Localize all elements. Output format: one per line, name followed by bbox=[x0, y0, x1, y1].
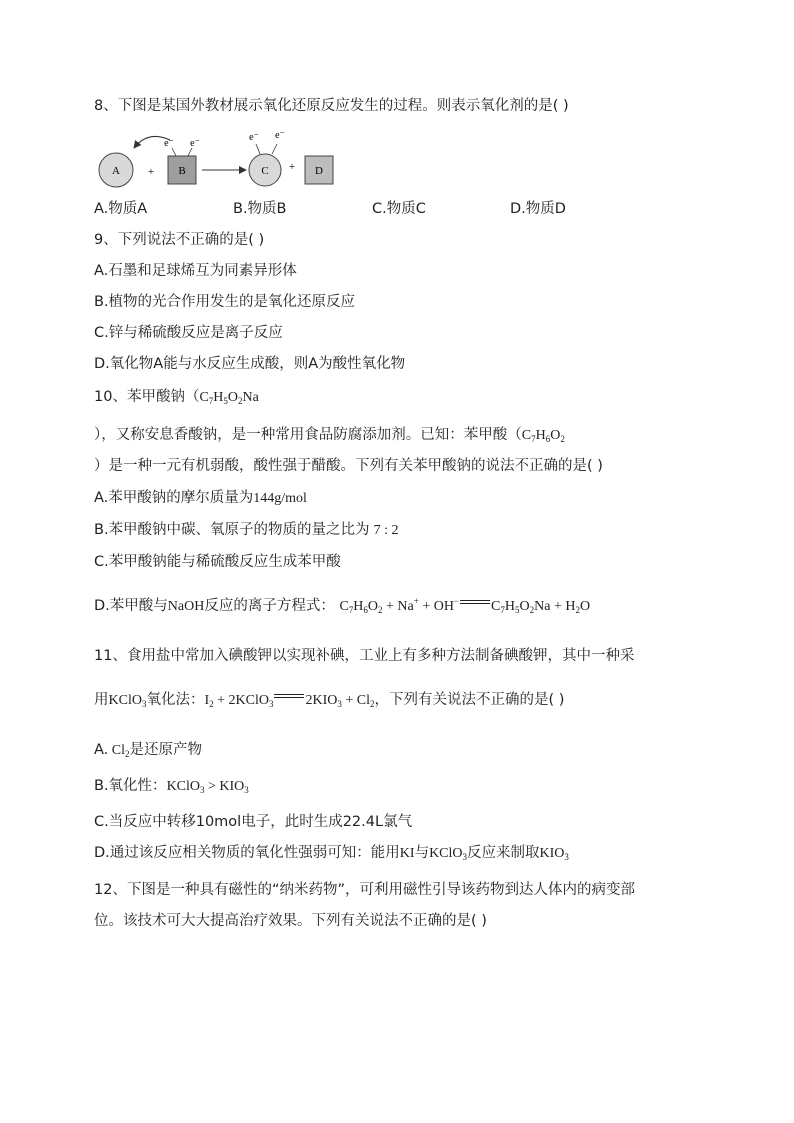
electron-c1: e⁻ bbox=[249, 132, 259, 143]
q10-option-c: C.苯甲酸钠能与稀硫酸反应生成苯甲酸 bbox=[94, 554, 341, 570]
formula-kclo3-d: KClO$_3$ bbox=[429, 846, 468, 862]
species-b-label: B bbox=[178, 165, 186, 177]
formula-sodium-benzoate: $C_7H_5O_2Na$ bbox=[199, 390, 259, 406]
formula-naoh: NaOH bbox=[167, 599, 205, 614]
q11-stem-post: ，下列有关说法不正确的是( ) bbox=[374, 692, 565, 708]
q11-option-b-text: B.氧化性： bbox=[94, 778, 167, 794]
q11-option-d-text2: 反应来制取 bbox=[467, 845, 540, 861]
q10-stem-line2 bbox=[94, 425, 565, 446]
formula-kio3: $KIO_3$ bbox=[539, 846, 569, 862]
q11-option-d bbox=[94, 843, 569, 864]
q8-stem: 8、下图是某国外教材展示氧化还原反应发生的过程。则表示氧化剂的是( ) bbox=[94, 98, 569, 114]
oxidizing-comparison: KClO$_3$ > $KIO_3$ bbox=[166, 779, 249, 795]
formula-cl2: $Cl_2$ bbox=[108, 743, 130, 759]
plus-sign-1: + bbox=[147, 166, 155, 178]
q10-option-d bbox=[94, 596, 590, 617]
q12-stem-line2: 位。该技术可大大提高治疗效果。下列有关说法不正确的是( ) bbox=[94, 913, 487, 929]
q11-option-a-pre: A. bbox=[94, 742, 109, 758]
q11-stem-mid: 氧化法： bbox=[146, 692, 205, 708]
q10-option-a bbox=[94, 488, 307, 509]
q11-stem-line2 bbox=[94, 690, 564, 711]
q9-option-c: C.锌与稀硫酸反应是离子反应 bbox=[94, 325, 283, 341]
q11-stem-pre: 用 bbox=[94, 692, 109, 708]
species-c-label: C bbox=[261, 165, 269, 177]
molar-mass-value: 144g/mol bbox=[253, 491, 307, 506]
q8-option-c: C.物质C bbox=[372, 201, 426, 217]
q10-stem-part2: ），又称安息香酸钠，是一种常用食品防腐添加剂。已知：苯甲酸（ bbox=[94, 427, 522, 443]
q10-option-d-text2: 反应的离子方程式： bbox=[204, 598, 335, 614]
plus-sign-2: + bbox=[288, 161, 296, 173]
electron-c2: e⁻ bbox=[275, 130, 285, 141]
q9-option-b: B.植物的光合作用发生的是氧化还原反应 bbox=[94, 294, 356, 310]
q11-option-d-text: D.通过该反应相关物质的氧化性强弱可知：能用 bbox=[94, 845, 400, 861]
q11-option-c: C.当反应中转移10mol电子，此时生成22.4L氯气 bbox=[94, 814, 413, 830]
q8-option-b: B.物质B bbox=[233, 201, 287, 217]
ratio-value: 7 : 2 bbox=[373, 523, 399, 538]
formula-kclo3: KClO$_3$ bbox=[108, 693, 147, 709]
species-a-label: A bbox=[112, 165, 120, 177]
q12-stem-line1: 12、下图是一种具有磁性的“纳米药物”，可利用磁性引导该药物到达人体内的病变部 bbox=[94, 882, 635, 898]
q8-option-d: D.物质D bbox=[510, 201, 566, 217]
q10-option-a-text: A.苯甲酸钠的摩尔质量为 bbox=[94, 490, 254, 506]
reaction-equation: $I_2$ + 2KClO$_3$ $2KIO_3 + Cl_2$ bbox=[204, 693, 375, 709]
q10-stem-line3: ）是一种一元有机弱酸，酸性强于醋酸。下列有关苯甲酸钠的说法不正确的是( ) bbox=[94, 458, 603, 474]
q8-option-a: A.物质A bbox=[94, 201, 148, 217]
redox-diagram bbox=[90, 126, 350, 192]
electron-b2: e⁻ bbox=[190, 138, 200, 149]
q11-option-d-and: 与 bbox=[414, 845, 430, 861]
q10-stem-line1 bbox=[94, 387, 259, 408]
q11-stem-line1: 11、食用盐中常加入碘酸钾以实现补碘，工业上有多种方法制备碘酸钾，其中一种采 bbox=[94, 648, 635, 664]
q11-option-b bbox=[94, 776, 249, 797]
q9-option-d: D.氧化物A能与水反应生成酸，则A为酸性氧化物 bbox=[94, 356, 406, 372]
q10-option-b bbox=[94, 520, 398, 541]
q10-option-b-text: B.苯甲酸钠中碳、氧原子的物质的量之比为 bbox=[94, 522, 370, 538]
q11-option-a-text: 是还原产物 bbox=[129, 742, 203, 758]
species-d-label: D bbox=[315, 165, 323, 177]
electron-b1: e⁻ bbox=[164, 138, 174, 149]
q9-option-a: A.石墨和足球烯互为同素异形体 bbox=[94, 263, 297, 279]
formula-ki: KI bbox=[399, 846, 415, 861]
formula-benzoic-acid: $C_7H_6O_2$ bbox=[521, 428, 565, 444]
q10-stem-part1: 10、苯甲酸钠（ bbox=[94, 389, 200, 405]
ionic-equation: $C_7H_6O_2 + Na^+ + OH^-$ $C_7H_5O_2Na + H_2O$ bbox=[339, 596, 591, 615]
q11-option-a bbox=[94, 740, 202, 761]
q10-option-d-text: D.苯甲酸与 bbox=[94, 598, 168, 614]
q9-stem: 9、下列说法不正确的是( ) bbox=[94, 232, 265, 248]
